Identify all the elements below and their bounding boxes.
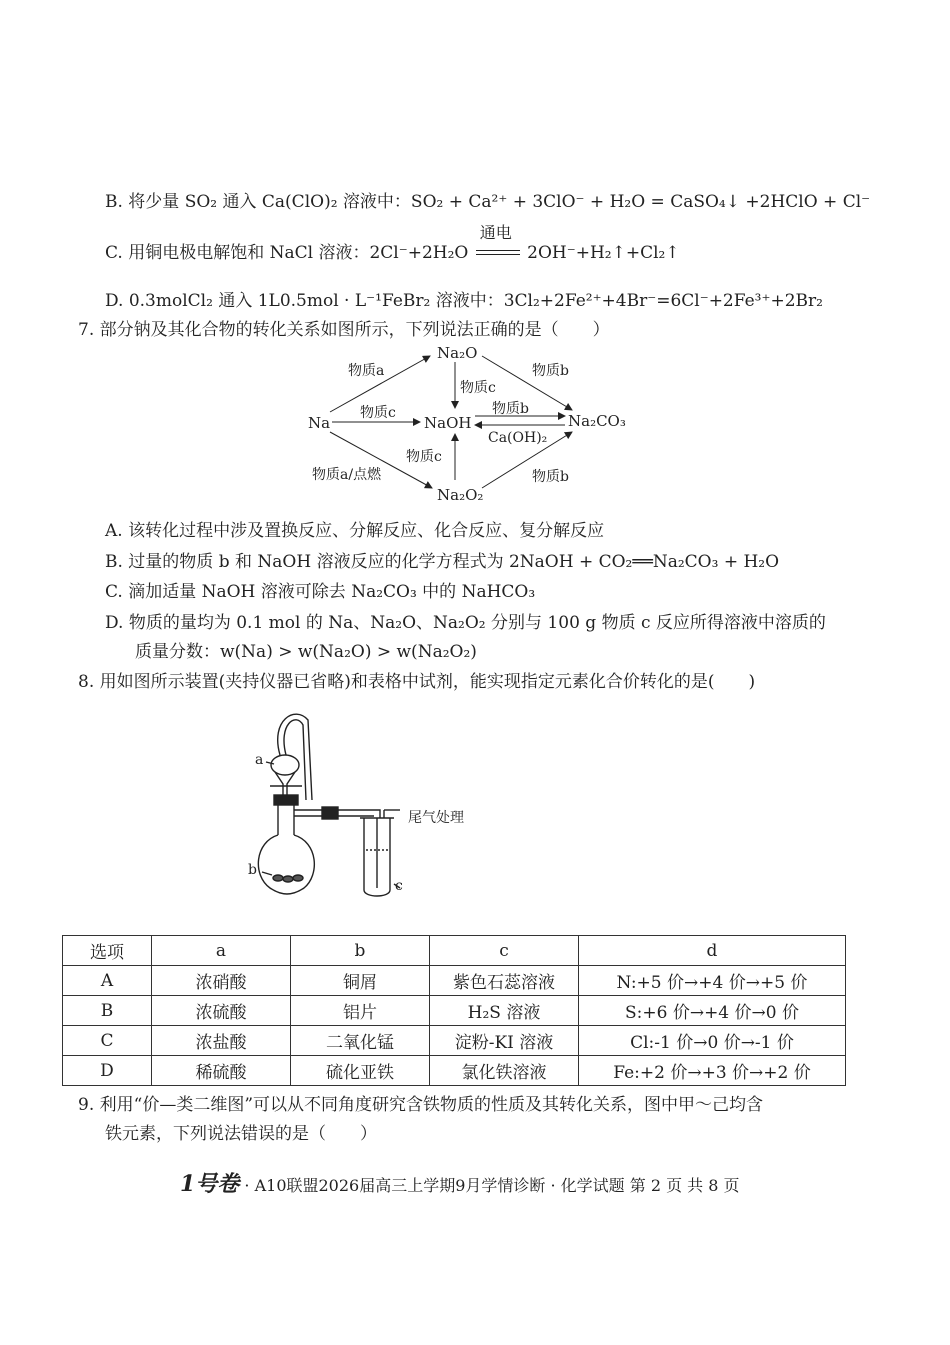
table-cell: A — [63, 966, 152, 996]
label-substance-b-low: 物质b — [532, 469, 569, 485]
table-cell: Fe:+2 价→+3 价→+2 价 — [579, 1056, 846, 1086]
table-cell: Cl:-1 价→0 价→-1 价 — [579, 1026, 846, 1056]
q9-stem-line1: 9. 利用“价—类二维图”可以从不同角度研究含铁物质的性质及其转化关系，图中甲～己均含 — [78, 1095, 764, 1115]
table-cell: 硫化亚铁 — [291, 1056, 430, 1086]
label-caoh2: Ca(OH)₂ — [488, 430, 548, 446]
q6-option-c-product: 2OH⁻+H₂↑+Cl₂↑ — [527, 243, 680, 263]
label-substance-b-mid: 物质b — [492, 401, 529, 417]
label-substance-b-top: 物质b — [532, 363, 569, 379]
table-header: a — [152, 936, 291, 966]
q7-option-c: C. 滴加适量 NaOH 溶液可除去 Na₂CO₃ 中的 NaHCO₃ — [105, 582, 536, 602]
table-row — [63, 1056, 846, 1086]
table-row — [63, 1026, 846, 1056]
q6-option-c-label: C. 用铜电极电解饱和 NaCl 溶液：2Cl⁻+2H₂O — [105, 243, 469, 263]
table-cell: S:+6 价→+4 价→0 价 — [579, 996, 846, 1026]
table-cell: N:+5 价→+4 价→+5 价 — [579, 966, 846, 996]
electrolysis-arrow — [474, 223, 522, 265]
table-cell: 浓盐酸 — [152, 1026, 291, 1056]
label-tail-gas: 尾气处理 — [408, 810, 464, 826]
table-header: c — [430, 936, 579, 966]
table-cell: 浓硫酸 — [152, 996, 291, 1026]
node-na: Na — [308, 414, 331, 432]
q9-stem-line2: 铁元素，下列说法错误的是（ ） — [105, 1124, 377, 1144]
table-row — [63, 996, 846, 1026]
page-footer — [180, 1167, 740, 1198]
table-cell: 紫色石蕊溶液 — [430, 966, 579, 996]
label-substance-a-ignite: 物质a/点燃 — [312, 467, 382, 483]
table-cell: B — [63, 996, 152, 1026]
node-na2co3: Na₂CO₃ — [568, 412, 626, 430]
node-na2o: Na₂O — [437, 344, 478, 362]
table-row — [63, 966, 846, 996]
table-cell: D — [63, 1056, 152, 1086]
table-cell: 氯化铁溶液 — [430, 1056, 579, 1086]
table-header: d — [579, 936, 846, 966]
q7-option-d-line1: D. 物质的量均为 0.1 mol 的 Na、Na₂O、Na₂O₂ 分别与 100 g 物质 c 反应所得溶液中溶质的 — [105, 613, 826, 633]
table-cell: 稀硫酸 — [152, 1056, 291, 1086]
label-c: c — [395, 878, 403, 894]
q7-option-a: A. 该转化过程中涉及置换反应、分解反应、化合反应、复分解反应 — [105, 521, 605, 541]
table-cell: 二氧化锰 — [291, 1026, 430, 1056]
brand-logo: 1号卷 — [180, 1171, 240, 1197]
table-cell: 浓硝酸 — [152, 966, 291, 996]
reagent-table — [62, 935, 846, 1086]
table-cell: H₂S 溶液 — [430, 996, 579, 1026]
node-na2o2: Na₂O₂ — [437, 486, 484, 504]
q7-option-b: B. 过量的物质 b 和 NaOH 溶液反应的化学方程式为 2NaOH + CO₂══Na₂CO₃ + H₂O — [105, 552, 780, 572]
table-header: b — [291, 936, 430, 966]
q6-option-d: D. 0.3molCl₂ 通入 1L0.5mol · L⁻¹FeBr₂ 溶液中：3Cl₂+2Fe²⁺+4Br⁻=6Cl⁻+2Fe³⁺+2Br₂ — [105, 291, 823, 311]
label-a: a — [255, 752, 264, 768]
table-cell: 淀粉-KI 溶液 — [430, 1026, 579, 1056]
table-cell: 铝片 — [291, 996, 430, 1026]
table-header: 选项 — [63, 936, 152, 966]
label-substance-a-top: 物质a — [348, 363, 385, 379]
table-header-row — [63, 936, 846, 966]
table-cell: C — [63, 1026, 152, 1056]
table-cell: 铜屑 — [291, 966, 430, 996]
apparatus-diagram — [240, 700, 500, 905]
q7-stem: 7. 部分钠及其化合物的转化关系如图所示，下列说法正确的是（ ） — [78, 320, 610, 340]
label-substance-c-low: 物质c — [406, 449, 442, 465]
label-b: b — [248, 862, 257, 878]
sodium-conversion-diagram — [300, 340, 640, 510]
node-naoh: NaOH — [424, 414, 472, 432]
q6-option-c — [105, 223, 680, 265]
electrolysis-condition: 通电 — [479, 223, 512, 242]
q8-stem: 8. 用如图所示装置(夹持仪器已省略)和表格中试剂，能实现指定元素化合价转化的是( ) — [78, 672, 756, 692]
q7-option-d-line2: 质量分数：w(Na) > w(Na₂O) > w(Na₂O₂) — [135, 642, 477, 662]
q6-option-b: B. 将少量 SO₂ 通入 Ca(ClO)₂ 溶液中：SO₂ + Ca²⁺ + 3ClO⁻ + H₂O = CaSO₄↓ +2HClO + Cl⁻ — [105, 192, 871, 212]
apparatus-drawing — [240, 700, 500, 905]
label-substance-c-mid: 物质c — [360, 405, 396, 421]
label-substance-c-top: 物质c — [460, 380, 496, 396]
footer-text: · A10联盟2026届高三上学期9月学情诊断 · 化学试题 第 2 页 共 8 页 — [244, 1176, 740, 1195]
